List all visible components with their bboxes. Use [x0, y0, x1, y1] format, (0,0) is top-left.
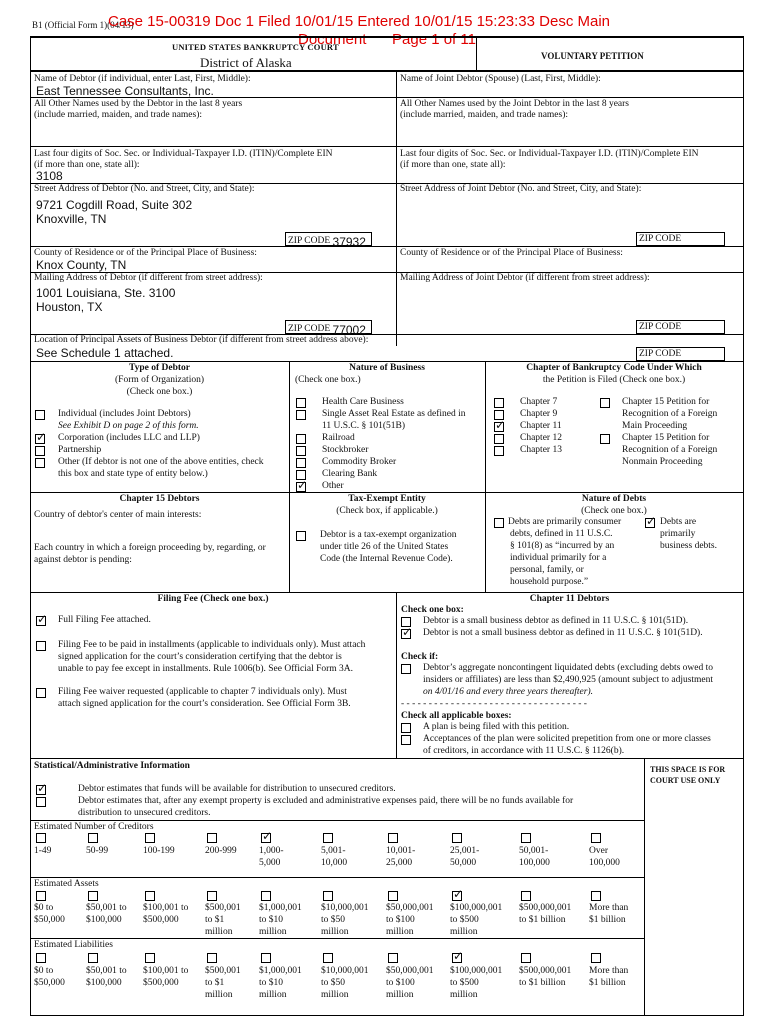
assets-range-checkbox[interactable] [88, 891, 98, 901]
tax-exempt-checkbox[interactable] [296, 531, 306, 541]
ch11-check-if: Check if: [401, 652, 439, 662]
chapter11-checkbox[interactable] [494, 422, 504, 432]
ch11-accept2: of creditors, in accordance with 11 U.S.C. § 1126(b). [423, 746, 625, 756]
assets-range-checkbox[interactable] [452, 891, 462, 901]
debtor-county[interactable]: Knox County, TN [36, 258, 127, 272]
tax-exempt-sub: (Check box, if applicable.) [336, 506, 438, 516]
fee-install1: Filing Fee to be paid in installments (applicable to individuals only). Must attach [58, 640, 366, 650]
liabilities-range-checkbox[interactable] [261, 953, 271, 963]
assets-range-label: to $100 [386, 915, 415, 925]
joint-zip-box[interactable] [636, 232, 725, 246]
creditors-range-checkbox[interactable] [388, 833, 398, 843]
assets-range-label: to $500 [450, 915, 479, 925]
ch11-accept1: Acceptances of the plan were solicited prepetition from one or more classes [423, 734, 711, 744]
consumer-debts-checkbox[interactable] [494, 518, 504, 528]
filing-fee-title [30, 594, 396, 605]
rule [644, 758, 645, 1016]
case-stamp: Case 15-00319 Doc 1 Filed 10/01/15 Entered 10/01/15 15:23:33 Desc Main [108, 13, 611, 30]
ch11-agg2: insiders or affiliates) are less than $2,490,925 (amount subject to adjustment [423, 675, 714, 685]
liabilities-range-checkbox[interactable] [36, 953, 46, 963]
assets-range-label: to $50 [321, 915, 346, 925]
rule [30, 492, 744, 493]
joint-street-label: Street Address of Joint Debtor (No. and Street, City, and State): [400, 184, 642, 194]
creditors-range-label: 100,000 [519, 858, 550, 868]
liabilities-range-label: to $100 [386, 978, 415, 988]
fee-install3: unable to pay fee except in installments. Rule 1006(b). See Official Form 3A. [58, 664, 354, 674]
liabilities-range-label: $1 billion [589, 978, 626, 988]
creditors-range-checkbox[interactable] [207, 833, 217, 843]
assets-range-label: $1 billion [589, 915, 626, 925]
ch15b2: Recognition of a Foreign [622, 445, 718, 455]
consumer5: personal, family, or [510, 565, 584, 575]
mailing-label: Mailing Address of Debtor (if different from street address): [34, 273, 263, 283]
business-debts-checkbox[interactable] [645, 518, 655, 528]
joint-zip-label: ZIP CODE [639, 322, 682, 332]
creditors-range-label: 25,000 [386, 858, 413, 868]
liabilities-range-label: $1,000,001 [259, 966, 302, 976]
debts-title: Nature of Debts [581, 494, 647, 504]
tax-line1: Debtor is a tax-exempt organization [320, 530, 457, 540]
petition-title: VOLUNTARY PETITION [541, 51, 644, 61]
assets-range-label: More than [589, 903, 629, 913]
other-names-label: All Other Names used by the Debtor in the last 8 years [34, 99, 243, 109]
liabilities-range-checkbox[interactable] [88, 953, 98, 963]
creditors-range-checkbox[interactable] [88, 833, 98, 843]
creditors-title: Estimated Number of Creditors [34, 822, 154, 832]
zip-label: ZIP CODE [288, 236, 331, 246]
creditors-range-label: 100,000 [589, 858, 620, 868]
rule [476, 36, 477, 70]
liabilities-title: Estimated Liabilities [34, 940, 113, 950]
liabilities-range-label: $100,000 [86, 978, 122, 988]
creditors-range-label: 100-199 [143, 846, 175, 856]
nature-opt3: Railroad [322, 433, 355, 443]
partnership-checkbox[interactable] [35, 446, 45, 456]
creditors-range-label: 10,001- [386, 846, 416, 856]
liabilities-range-label: million [450, 990, 478, 1000]
creditors-range-label: 200-999 [205, 846, 237, 856]
rule [30, 246, 744, 247]
ch11: Chapter 11 [520, 421, 562, 431]
rule [289, 361, 290, 593]
liabilities-range-label: million [259, 990, 287, 1000]
ch15a2: Recognition of a Foreign [622, 409, 718, 419]
mailing-zip: 77002 [332, 323, 366, 337]
tax-line2: under title 26 of the United States [320, 542, 449, 552]
creditors-range-checkbox[interactable] [591, 833, 601, 843]
filing-fee-title-text: Filing Fee (Check one box.) [157, 594, 269, 604]
assets-range-checkbox[interactable] [591, 891, 601, 901]
creditors-range-label: 25,001- [450, 846, 480, 856]
stat-no-funds2: distribution to unsecured creditors. [78, 808, 211, 818]
debtor-mailing2[interactable]: Houston, TX [36, 300, 103, 314]
rule [30, 146, 744, 147]
liabilities-range-checkbox[interactable] [388, 953, 398, 963]
debtor-street1[interactable]: 9721 Cogdill Road, Suite 302 [36, 198, 193, 212]
liabilities-range-label: million [205, 990, 233, 1000]
fee-full: Full Filing Fee attached. [58, 615, 151, 625]
court-name: UNITED STATES BANKRUPTCY COURT [172, 42, 339, 52]
liabilities-range-label: $100,001 to [143, 966, 189, 976]
assets-range-label: $500,000,001 [519, 903, 572, 913]
ch9: Chapter 9 [520, 409, 558, 419]
liabilities-range-label: million [321, 990, 349, 1000]
rule [30, 877, 644, 878]
ch11-agg1: Debtor’s aggregate noncontingent liquidated debts (excluding debts owed to [423, 663, 714, 673]
debtor-street2[interactable]: Knoxville, TN [36, 212, 107, 226]
liabilities-range-label: $100,000,001 [450, 966, 503, 976]
other-entity-checkbox[interactable] [35, 458, 45, 468]
chapter15-main-checkbox[interactable] [600, 398, 610, 408]
county-label: County of Residence or of the Principal Place of Business: [34, 248, 257, 258]
individual-checkbox[interactable] [35, 410, 45, 420]
full-fee-checkbox[interactable] [36, 616, 46, 626]
debtor-zip-box[interactable] [285, 232, 372, 249]
each-country1: Each country in which a foreign proceeding by, regarding, or [34, 543, 266, 553]
tax-exempt-title: Tax-Exempt Entity [348, 494, 426, 504]
opt-partnership: Partnership [58, 445, 102, 455]
debtor-zip: 37932 [332, 235, 366, 249]
assets-range-label: $500,001 [205, 903, 241, 913]
fee-waiver-checkbox[interactable] [36, 688, 46, 698]
funds-available-checkbox[interactable] [36, 785, 46, 795]
consumer3: § 101(8) as “incurred by an [510, 541, 615, 551]
other-business-checkbox[interactable] [296, 482, 306, 492]
assets-location[interactable]: See Schedule 1 attached. [36, 346, 174, 360]
ch11-dashes: - - - - - - - - - - - - - - - - - - - - - - - - - - - - - - - - - - [401, 699, 587, 709]
joint-ssn-sub: (if more than one, state all): [400, 160, 506, 170]
stockbroker-checkbox[interactable] [296, 446, 306, 456]
consumer6: household purpose.” [510, 577, 589, 587]
type-title: Type of Debtor [128, 363, 191, 373]
ch15b1: Chapter 15 Petition for [622, 433, 710, 443]
ch15a1: Chapter 15 Petition for [622, 397, 710, 407]
other-names-sub: (include married, maiden, and trade names): [34, 110, 203, 120]
ch11-check-all: Check all applicable boxes: [401, 711, 512, 721]
liabilities-range-label: $50,001 to [86, 966, 127, 976]
opt-other1: Other (If debtor is not one of the above entities, check [58, 457, 264, 467]
rule [30, 36, 744, 38]
creditors-range-label: 10,000 [321, 858, 348, 868]
fee-install2: signed application for the court’s consideration certifying that the debtor is [58, 652, 342, 662]
opt-corporation: Corporation (includes LLC and LLP) [58, 433, 200, 443]
liabilities-range-label: million [386, 990, 414, 1000]
form-label: B1 (Official Form 1)(04/13) [32, 20, 134, 30]
assets-range-label: $10,000,001 [321, 903, 369, 913]
ch11-plan: A plan is being filed with this petition. [423, 722, 570, 732]
liabilities-range-label: $500,000 [143, 978, 179, 988]
ch12: Chapter 12 [520, 433, 562, 443]
creditors-range-label: 1-49 [34, 846, 52, 856]
ch15a3: Main Proceeding [622, 421, 688, 431]
assets-range-label: million [259, 927, 287, 937]
liabilities-range-checkbox[interactable] [323, 953, 333, 963]
consumer4: individual primarily for a [510, 553, 607, 563]
nature-opt2b: 11 U.S.C. § 101(51B) [322, 421, 406, 431]
joint-other-names-sub: (include married, maiden, and trade names): [400, 110, 569, 120]
ch7: Chapter 7 [520, 397, 558, 407]
liabilities-range-label: to $1 billion [519, 978, 566, 988]
liabilities-range-label: $0 to [34, 966, 54, 976]
rule [30, 820, 644, 821]
district: District of Alaska [200, 55, 292, 70]
creditors-range-checkbox[interactable] [36, 833, 46, 843]
type-sub2: (Check one box.) [126, 387, 193, 397]
railroad-checkbox[interactable] [296, 434, 306, 444]
assets-range-label: $50,000,001 [386, 903, 434, 913]
opt-individual: Individual (includes Joint Debtors) [58, 409, 191, 419]
chapter12-checkbox[interactable] [494, 434, 504, 444]
rule [396, 70, 397, 346]
ch11-small: Debtor is a small business debtor as defined in 11 U.S.C. § 101(51D). [423, 616, 689, 626]
creditors-range-checkbox[interactable] [261, 833, 271, 843]
liabilities-range-checkbox[interactable] [452, 953, 462, 963]
not-small-business-checkbox[interactable] [401, 629, 411, 639]
assets-range-checkbox[interactable] [261, 891, 271, 901]
liabilities-range-checkbox[interactable] [591, 953, 601, 963]
ch13: Chapter 13 [520, 445, 562, 455]
assets-range-label: $50,001 to [86, 903, 127, 913]
no-funds-checkbox[interactable] [36, 797, 46, 807]
creditors-range-checkbox[interactable] [452, 833, 462, 843]
assets-range-label: $100,001 to [143, 903, 189, 913]
court-use1: THIS SPACE IS FOR [650, 765, 726, 774]
assets-range-label: million [205, 927, 233, 937]
ssn-label: Last four digits of Soc. Sec. or Individual-Taxpayer I.D. (ITIN)/Complete EIN [34, 149, 333, 159]
rule [30, 758, 744, 759]
ch11-title: Chapter 11 Debtors [529, 594, 610, 604]
chapter7-checkbox[interactable] [494, 398, 504, 408]
assets-range-label: $1,000,001 [259, 903, 302, 913]
ch11-check-one: Check one box: [401, 605, 464, 615]
stamp-document: Document [298, 31, 367, 48]
business1: Debts are [660, 517, 697, 527]
street-label: Street Address of Debtor (No. and Street, City, and State): [34, 184, 255, 194]
creditors-range-label: Over [589, 846, 608, 856]
assets-zip-box[interactable] [636, 347, 725, 361]
ch15b3: Nonmain Proceeding [622, 457, 703, 467]
assets-range-label: to $1 billion [519, 915, 566, 925]
nature-opt6: Clearing Bank [322, 469, 378, 479]
joint-mailing-label: Mailing Address of Joint Debtor (if different from street address): [400, 273, 650, 283]
fee-waiver2: attach signed application for the court’s consideration. See Official Form 3B. [58, 699, 351, 709]
assets-title: Estimated Assets [34, 879, 99, 889]
court-use2: COURT USE ONLY [650, 776, 721, 785]
creditors-range-checkbox[interactable] [323, 833, 333, 843]
rule [30, 592, 744, 593]
rule [30, 1015, 744, 1016]
liabilities-range-label: $50,000,001 [386, 966, 434, 976]
liabilities-range-label: $10,000,001 [321, 966, 369, 976]
commodity-checkbox[interactable] [296, 458, 306, 468]
nature-opt1: Health Care Business [322, 397, 404, 407]
consumer2: debts, defined in 11 U.S.C. [510, 529, 613, 539]
liabilities-range-label: to $10 [259, 978, 284, 988]
creditors-range-label: 5,000 [259, 858, 281, 868]
mailing-zip-box[interactable] [285, 320, 372, 337]
chapter-title2: the Petition is Filed (Check one box.) [542, 375, 686, 385]
liabilities-range-checkbox[interactable] [207, 953, 217, 963]
debtor-mailing1[interactable]: 1001 Louisiana, Ste. 3100 [36, 286, 176, 300]
assets-range-label: million [450, 927, 478, 937]
liabilities-range-label: $500,000,001 [519, 966, 572, 976]
assets-range-checkbox[interactable] [521, 891, 531, 901]
rule [30, 361, 744, 362]
creditors-range-label: 1,000- [259, 846, 284, 856]
assets-range-label: $50,000 [34, 915, 65, 925]
ch11-agg3: on 4/01/16 and every three years thereafter). [423, 687, 593, 697]
creditors-range-label: 50,000 [450, 858, 477, 868]
rule [30, 70, 744, 72]
nature-opt4: Stockbroker [322, 445, 369, 455]
debtor-ssn[interactable]: 3108 [36, 169, 63, 183]
acceptances-checkbox[interactable] [401, 735, 411, 745]
ch15-debtors-title: Chapter 15 Debtors [119, 494, 200, 504]
creditors-range-checkbox[interactable] [145, 833, 155, 843]
liabilities-range-label: More than [589, 966, 629, 976]
debtor-name[interactable]: East Tennessee Consultants, Inc. [36, 84, 214, 98]
assets-range-checkbox[interactable] [145, 891, 155, 901]
joint-zip-label: ZIP CODE [639, 234, 682, 244]
ch11-not-small: Debtor is not a small business debtor as defined in 11 U.S.C. § 101(51D). [423, 628, 703, 638]
debts-sub: (Check one box.) [581, 506, 647, 516]
assets-range-checkbox[interactable] [388, 891, 398, 901]
liabilities-range-label: to $50 [321, 978, 346, 988]
assets-range-label: to $1 [205, 915, 225, 925]
opt-individual-note: See Exhibit D on page 2 of this form. [58, 421, 199, 431]
rule [485, 361, 486, 593]
assets-range-label: million [321, 927, 349, 937]
stamp-page: Page 1 of 11 [392, 31, 476, 48]
liabilities-range-label: to $500 [450, 978, 479, 988]
liabilities-range-label: $50,000 [34, 978, 65, 988]
creditors-range-label: 50,001- [519, 846, 549, 856]
assets-range-label: $100,000 [86, 915, 122, 925]
business3: business debts. [660, 541, 717, 551]
rule [30, 938, 644, 939]
consumer1: Debts are primarily consumer [508, 517, 622, 527]
assets-location-label: Location of Principal Assets of Business Debtor (if different from street address above): [34, 335, 369, 345]
joint-other-names-label: All Other Names used by the Joint Debtor in the last 8 years [400, 99, 630, 109]
joint-mailing-zip-box[interactable] [636, 320, 725, 334]
plan-filed-checkbox[interactable] [401, 723, 411, 733]
nature-title: Nature of Business [349, 363, 425, 373]
creditors-range-label: 5,001- [321, 846, 346, 856]
corporation-checkbox[interactable] [35, 434, 45, 444]
tax-line3: Code (the Internal Revenue Code). [320, 554, 453, 564]
rule [396, 592, 397, 758]
joint-county-label: County of Residence or of the Principal Place of Business: [400, 248, 623, 258]
health-care-checkbox[interactable] [296, 398, 306, 408]
business2: primarily [660, 529, 696, 539]
assets-range-label: $500,000 [143, 915, 179, 925]
chapter15-nonmain-checkbox[interactable] [600, 434, 610, 444]
nature-opt5: Commodity Broker [322, 457, 397, 467]
liabilities-range-checkbox[interactable] [145, 953, 155, 963]
liabilities-range-label: $500,001 [205, 966, 241, 976]
nature-sub: (Check one box.) [295, 375, 361, 385]
stat-funds: Debtor estimates that funds will be available for distribution to unsecured creditors. [78, 784, 396, 794]
liabilities-range-label: to $1 [205, 978, 225, 988]
assets-range-label: million [386, 927, 414, 937]
assets-range-checkbox[interactable] [323, 891, 333, 901]
assets-range-label: $100,000,001 [450, 903, 503, 913]
stat-no-funds1: Debtor estimates that, after any exempt property is excluded and administrative expenses paid, there will be no funds available for [78, 796, 574, 806]
assets-range-label: $0 to [34, 903, 54, 913]
zip-label: ZIP CODE [639, 349, 682, 359]
zip-label: ZIP CODE [288, 324, 331, 334]
debtor-name-label: Name of Debtor (if individual, enter Last, First, Middle): [34, 74, 251, 84]
chapter-title1: Chapter of Bankruptcy Code Under Which [526, 363, 702, 373]
ssn-sub: (if more than one, state all): [34, 160, 140, 170]
country-label: Country of debtor's center of main interests: [34, 510, 202, 520]
assets-range-label: to $10 [259, 915, 284, 925]
nature-opt7: Other [322, 481, 344, 491]
fee-waiver1: Filing Fee waiver requested (applicable to chapter 7 individuals only). Must [58, 687, 347, 697]
joint-ssn-label: Last four digits of Soc. Sec. or Individual-Taxpayer I.D. (ITIN)/Complete EIN [400, 149, 699, 159]
nature-opt2a: Single Asset Real Estate as defined in [322, 409, 466, 419]
aggregate-debts-checkbox[interactable] [401, 664, 411, 674]
each-country2: against debtor is pending: [34, 555, 132, 565]
chapter13-checkbox[interactable] [494, 446, 504, 456]
rule [30, 97, 744, 98]
installments-checkbox[interactable] [36, 641, 46, 651]
joint-name-label: Name of Joint Debtor (Spouse) (Last, First, Middle): [400, 74, 601, 84]
opt-other2: this box and state type of entity below.) [58, 469, 208, 479]
creditors-range-label: 50-99 [86, 846, 109, 856]
creditors-range-checkbox[interactable] [521, 833, 531, 843]
assets-range-checkbox[interactable] [207, 891, 217, 901]
stat-title: Statistical/Administrative Information [34, 761, 190, 771]
single-asset-checkbox[interactable] [296, 410, 306, 420]
liabilities-range-checkbox[interactable] [521, 953, 531, 963]
type-sub1: (Form of Organization) [115, 375, 204, 385]
assets-range-checkbox[interactable] [36, 891, 46, 901]
